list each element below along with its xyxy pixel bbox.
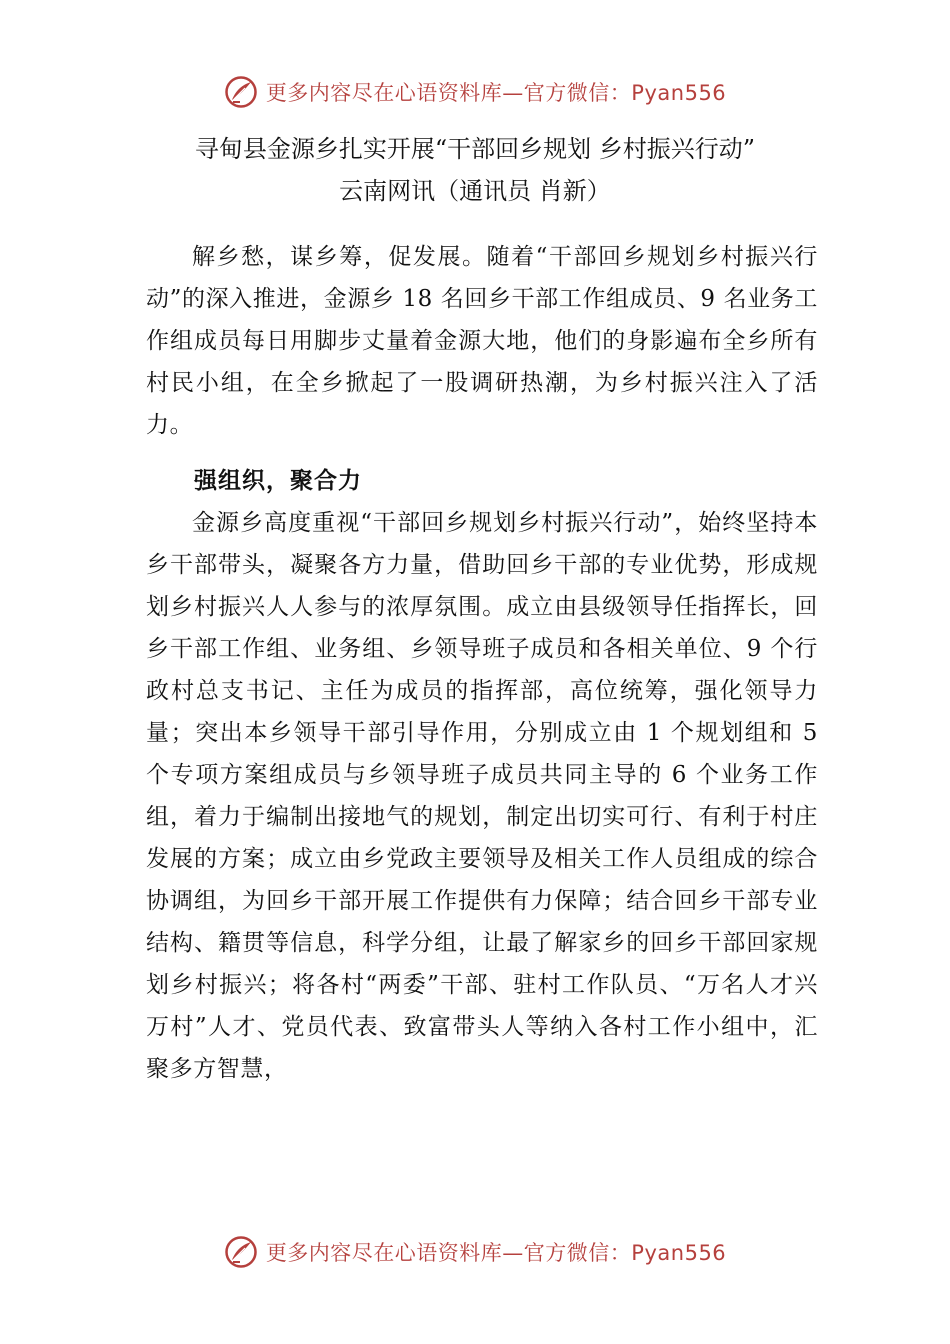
quill-logo-icon [224,1235,258,1269]
watermark-text: 更多内容尽在心语资料库—官方微信：Pyan556 [265,1241,727,1265]
article-title: 寻甸县金源乡扎实开展“干部回乡规划 乡村振兴行动” [194,135,756,163]
article-body [146,236,818,1090]
footer-watermark [0,1232,950,1272]
intro-paragraph: 解乡愁，谋乡筹，促发展。随着“干部回乡规划乡村振兴行动”的深入推进，金源乡 18 名回乡干部工作组成员、9 名业务工作组成员每日用脚步丈量着金源大地，他们的身影遍布全乡所有村民小组，在全乡掀起了一股调研热潮，为乡村振兴注入了活力。 [146,244,818,438]
quill-logo-icon [224,75,258,109]
watermark-text: 更多内容尽在心语资料库—官方微信：Pyan556 [265,81,727,105]
article-byline: 云南网讯（通讯员 肖新） [339,177,611,205]
section-heading: 强组织，聚合力 [194,468,362,494]
header-watermark [0,72,950,112]
article-header [0,128,950,212]
section-paragraph: 金源乡高度重视“干部回乡规划乡村振兴行动”，始终坚持本乡干部带头，凝聚各方力量，借助回乡干部的专业优势，形成规划乡村振兴人人参与的浓厚氛围。成立由县级领导任指挥长，回乡干部工作组、业务组、乡领导班子成员和各相关单位、9 个行政村总支书记、主任为成员的指挥部，高位统筹，强化领导力量；突出本乡领导干部引导作用，分别成立由 1 个规划组和 5 个专项方案组成员与乡领导班子成员共同主导的 6 个业务工作组，着力于编制出接地气的规划，制定出切实可行、有利于村庄发展的方案；成立由乡党政主要领导及相关工作人员组成的综合协调组，为回乡干部开展工作提供有力保障；结合回乡干部专业结构、籍贯等信息，科学分组，让最了解家乡的回乡干部回家规划乡村振兴；将各村“两委”干部、驻村工作队员、“万名人才兴万村”人才、党员代表、致富带头人等纳入各村工作小组中，汇聚多方智慧， [146,510,818,1082]
